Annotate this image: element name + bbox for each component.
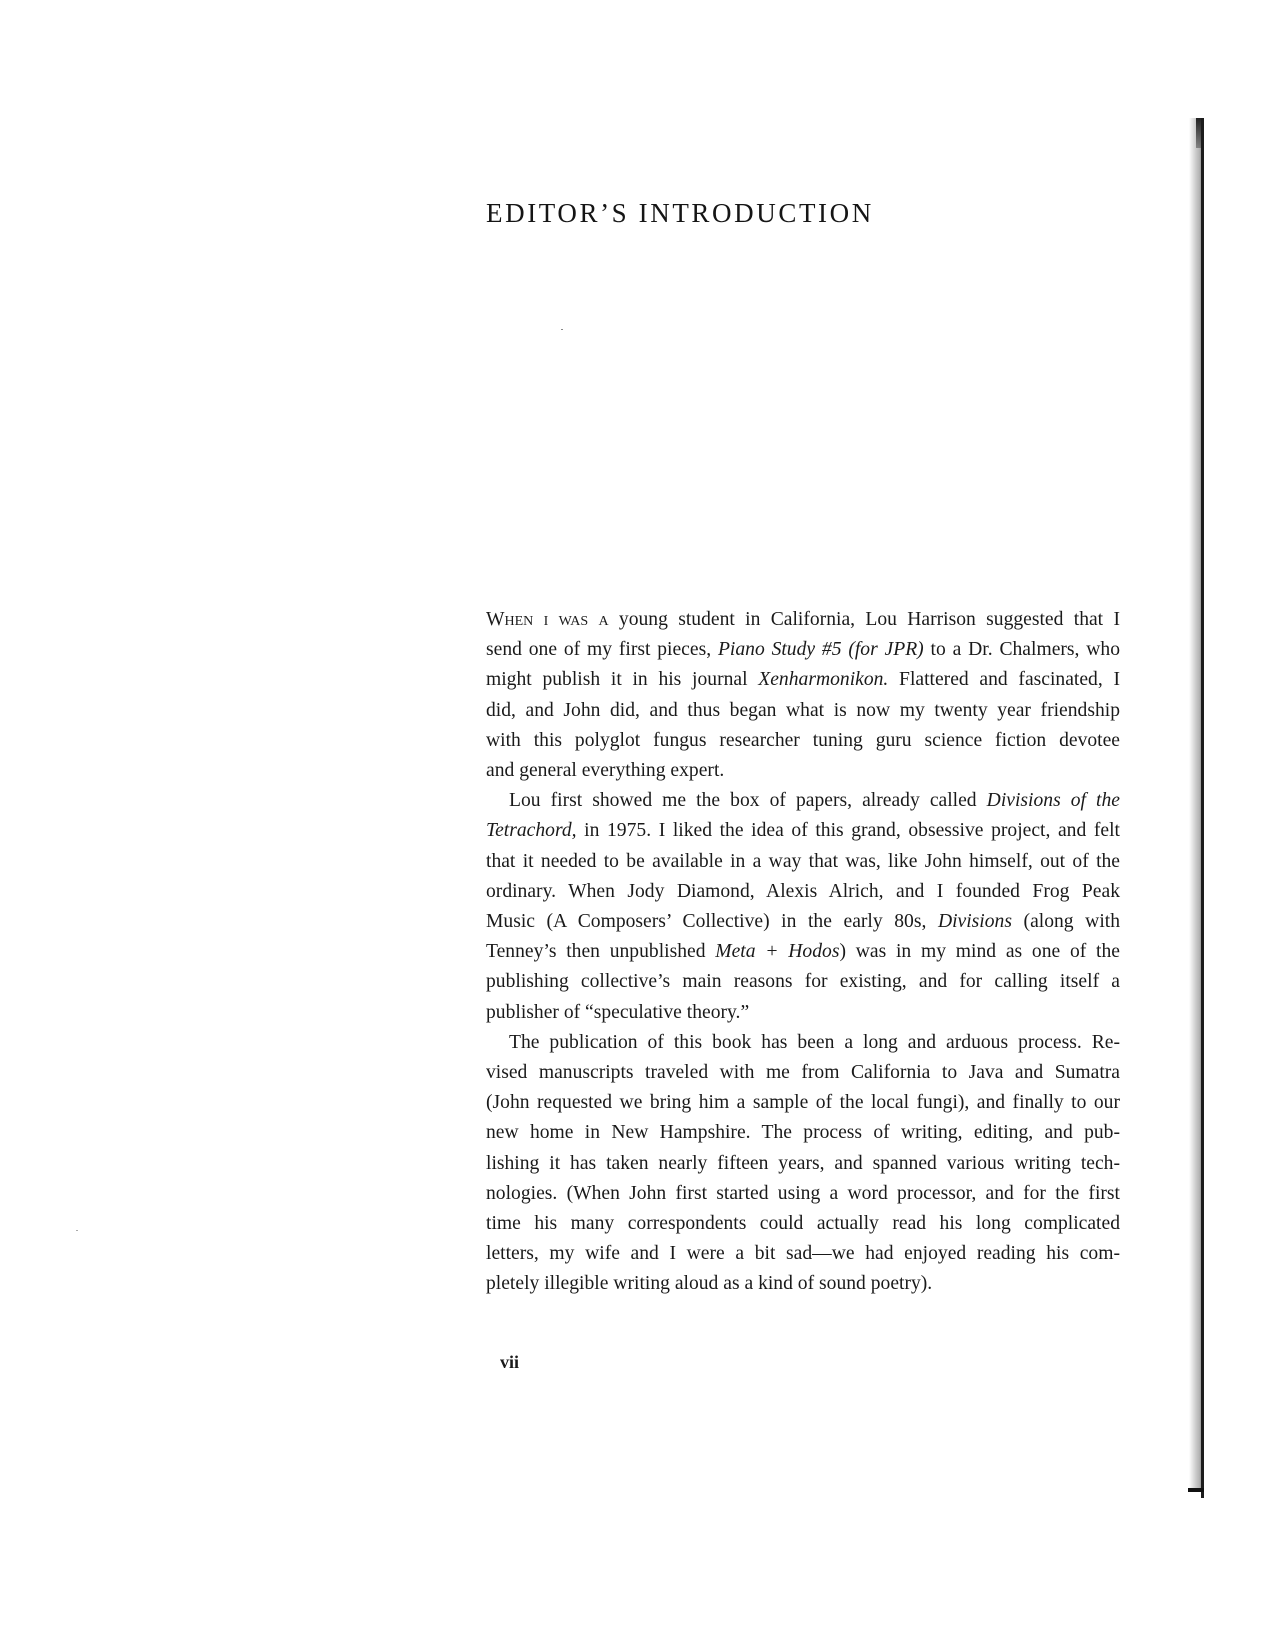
scan-speck	[76, 1230, 78, 1231]
text-run: in 1975. I liked the idea of this grand, obsessive project, and felt	[576, 820, 1120, 842]
text-line	[486, 1088, 1120, 1118]
italic-title: Divisions of the	[986, 790, 1120, 812]
text-line	[486, 1209, 1120, 1239]
text-run: nologies. (When John first started using a word processor, and for the first	[486, 1182, 1120, 1204]
paragraph	[486, 786, 1120, 1028]
text-run: vised manuscripts traveled with me from California to Java and Sumatra	[486, 1062, 1120, 1084]
text-run: to a Dr. Chalmers, who	[923, 639, 1121, 661]
text-run: did, and John did, and thus began what is now my twenty year friendship	[486, 699, 1120, 721]
text-line	[486, 1179, 1120, 1209]
text-line	[486, 937, 1120, 967]
text-line	[486, 786, 1120, 816]
paragraph	[486, 605, 1120, 786]
text-run: letters, my wife and I were a bit sad—we had enjoyed reading his com-	[486, 1243, 1120, 1265]
text-run: (along with	[1011, 911, 1121, 933]
text-line	[486, 1028, 1120, 1058]
text-line	[486, 1269, 1120, 1299]
text-run: young student in California, Lou Harrison suggested that I	[608, 609, 1120, 630]
text-run: send one of my first pieces,	[486, 639, 718, 661]
text-line	[486, 1149, 1120, 1179]
text-run: Tenney’s then unpublished	[486, 941, 716, 963]
text-run: The publication of this book has been a long and arduous process. Re-	[509, 1031, 1120, 1053]
text-line	[486, 756, 1120, 786]
text-line	[486, 1058, 1120, 1088]
italic-title: Piano Study #5 (for JPR)	[717, 639, 924, 661]
page-number: vii	[500, 1352, 520, 1372]
text-run: ordinary. When Jody Diamond, Alexis Alrich, and I founded Frog Peak	[486, 880, 1120, 902]
text-line	[486, 635, 1120, 665]
text-run: publishing collective’s main reasons for existing, and for calling itself a	[486, 971, 1120, 993]
italic-title: Xenharmonikon.	[758, 669, 889, 691]
text-run: Flattered and fascinated, I	[888, 669, 1120, 691]
text-run: ) was in my mind as one of the	[839, 941, 1120, 963]
text-line	[486, 847, 1120, 877]
text-line	[486, 726, 1120, 756]
text-line	[486, 1118, 1120, 1148]
text-run: lishing it has taken nearly fifteen years, and spanned various writing tech-	[486, 1152, 1120, 1174]
text-line	[486, 998, 1120, 1028]
text-run: and general everything expert.	[486, 760, 725, 782]
text-run: publisher of “speculative theory.”	[486, 1001, 750, 1023]
small-caps-lead: When i was a	[486, 609, 609, 630]
text-line	[486, 967, 1120, 997]
page-spine-foot	[1188, 1488, 1204, 1492]
italic-title: Divisions	[937, 911, 1012, 933]
text-line	[486, 665, 1120, 695]
text-run: new home in New Hampshire. The process of writing, editing, and pub-	[486, 1122, 1120, 1144]
text-line	[486, 877, 1120, 907]
text-line	[486, 1239, 1120, 1269]
text-line	[486, 605, 1120, 635]
text-run: pletely illegible writing aloud as a kind of sound poetry).	[486, 1273, 933, 1295]
text-run: with this polyglot fungus researcher tuning guru science fiction devotee	[486, 729, 1120, 751]
text-run: Lou first showed me the box of papers, already called	[509, 790, 987, 812]
text-line	[486, 907, 1120, 937]
text-run: Music (A Composers’ Collective) in the early 80s,	[486, 911, 938, 933]
paragraph	[486, 1028, 1120, 1300]
page-spine-edge	[1201, 118, 1204, 1498]
text-line	[486, 696, 1120, 726]
text-line	[486, 816, 1120, 846]
chapter-heading: EDITOR’S INTRODUCTION	[486, 198, 874, 228]
italic-title: Meta + Hodos	[715, 941, 840, 963]
italic-title: Tetrachord,	[486, 820, 577, 842]
text-run: might publish it in his journal	[486, 669, 759, 691]
text-run: time his many correspondents could actually read his long complicated	[486, 1213, 1120, 1235]
body-text	[486, 605, 1120, 1300]
text-run: that it needed to be available in a way that was, like John himself, out of the	[486, 850, 1120, 872]
scan-speck	[561, 329, 563, 330]
text-run: (John requested we bring him a sample of the local fungi), and finally to our	[486, 1092, 1120, 1114]
